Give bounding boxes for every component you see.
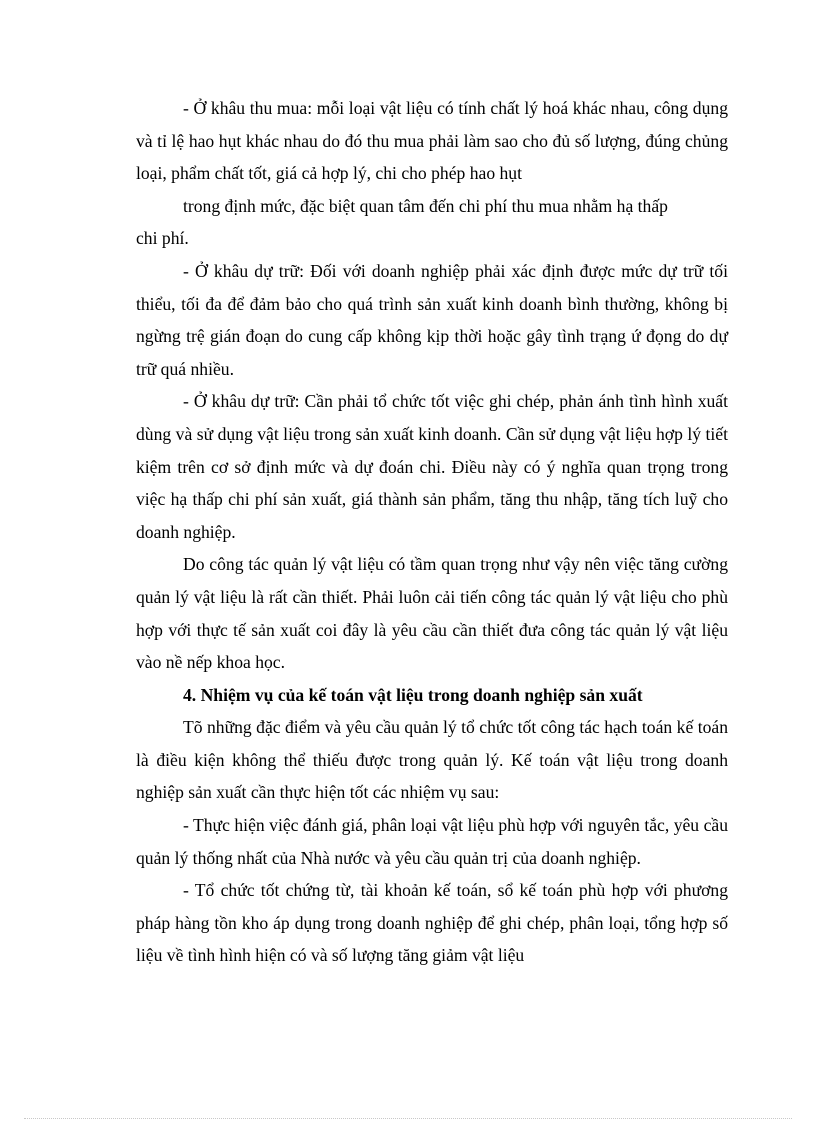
paragraph-purchasing: - Ở khâu thu mua: mỗi loại vật liệu có tính chất lý hoá khác nhau, công dụng và tỉ lệ hao hụt khác nhau do đó thu mua phải làm sao cho đủ số lượng, đúng chủng loại, phẩm chất tốt, giá cả hợp lý, chi cho phép hao hụt — [136, 98, 728, 184]
paragraph-conclusion: Do công tác quản lý vật liệu có tầm quan trọng như vậy nên việc tăng cường quản lý vật liệu là rất cần thiết. Phải luôn cải tiến công tác quản lý vật liệu cho phù hợp với thực tế sản xuất coi đây là yêu cầu cần thiết đưa công tác quản lý vật liệu vào nề nếp khoa học. — [136, 554, 728, 673]
paragraph-reserve: - Ở khâu dự trữ: Đối với doanh nghiệp phải xác định được mức dự trữ tối thiểu, tối đa để đảm bảo cho quá trình sản xuất kinh doanh bình thường, không bị ngừng trệ gián đoạn do cung cấp không kịp thời hoặc gây tình trạng ứ đọng do dự trữ quá nhiều. — [136, 260, 728, 379]
paragraph-task-valuation: - Thực hiện việc đánh giá, phân loại vật liệu phù hợp với nguyên tắc, yêu cầu quản lý thống nhất của Nhà nước và yêu cầu quản trị của doanh nghiệp. — [136, 815, 728, 868]
page-bottom-divider — [24, 1118, 792, 1119]
document-body — [136, 92, 728, 972]
paragraph-intro-tasks: Tõ những đặc điểm và yêu cầu quản lý tổ chức tốt công tác hạch toán kế toán là điều kiện không thể thiếu được trong quản lý. Kế toán vật liệu trong doanh nghiệp sản xuất cần thực hiện tốt các nhiệm vụ sau: — [136, 717, 728, 803]
paragraph-task-records: - Tổ chức tốt chứng từ, tài khoản kế toán, sổ kế toán phù hợp với phương pháp hàng tồn kho áp dụng trong doanh nghiệp để ghi chép, phân loại, tổng hợp số liệu về tình hình hiện có và số lượng tăng giảm vật liệu — [136, 880, 728, 966]
section-heading: 4. Nhiệm vụ của kế toán vật liệu trong doanh nghiệp sản xuất — [183, 684, 643, 705]
paragraph-purchasing-end: chi phí. — [136, 228, 189, 249]
paragraph-purchasing-continued: trong định mức, đặc biệt quan tâm đến chi phí thu mua nhằm hạ thấp — [183, 195, 668, 216]
paragraph-usage: - Ở khâu dự trữ: Cần phải tổ chức tốt việc ghi chép, phản ánh tình hình xuất dùng và sử dụng vật liệu trong sản xuất kinh doanh. Cần sử dụng vật liệu hợp lý tiết kiệm trên cơ sở định mức và dự đoán chi. Điều này có ý nghĩa quan trọng trong việc hạ thấp chi phí sản xuất, giá thành sản phẩm, tăng thu nhập, tăng tích luỹ cho doanh nghiệp. — [136, 391, 728, 542]
